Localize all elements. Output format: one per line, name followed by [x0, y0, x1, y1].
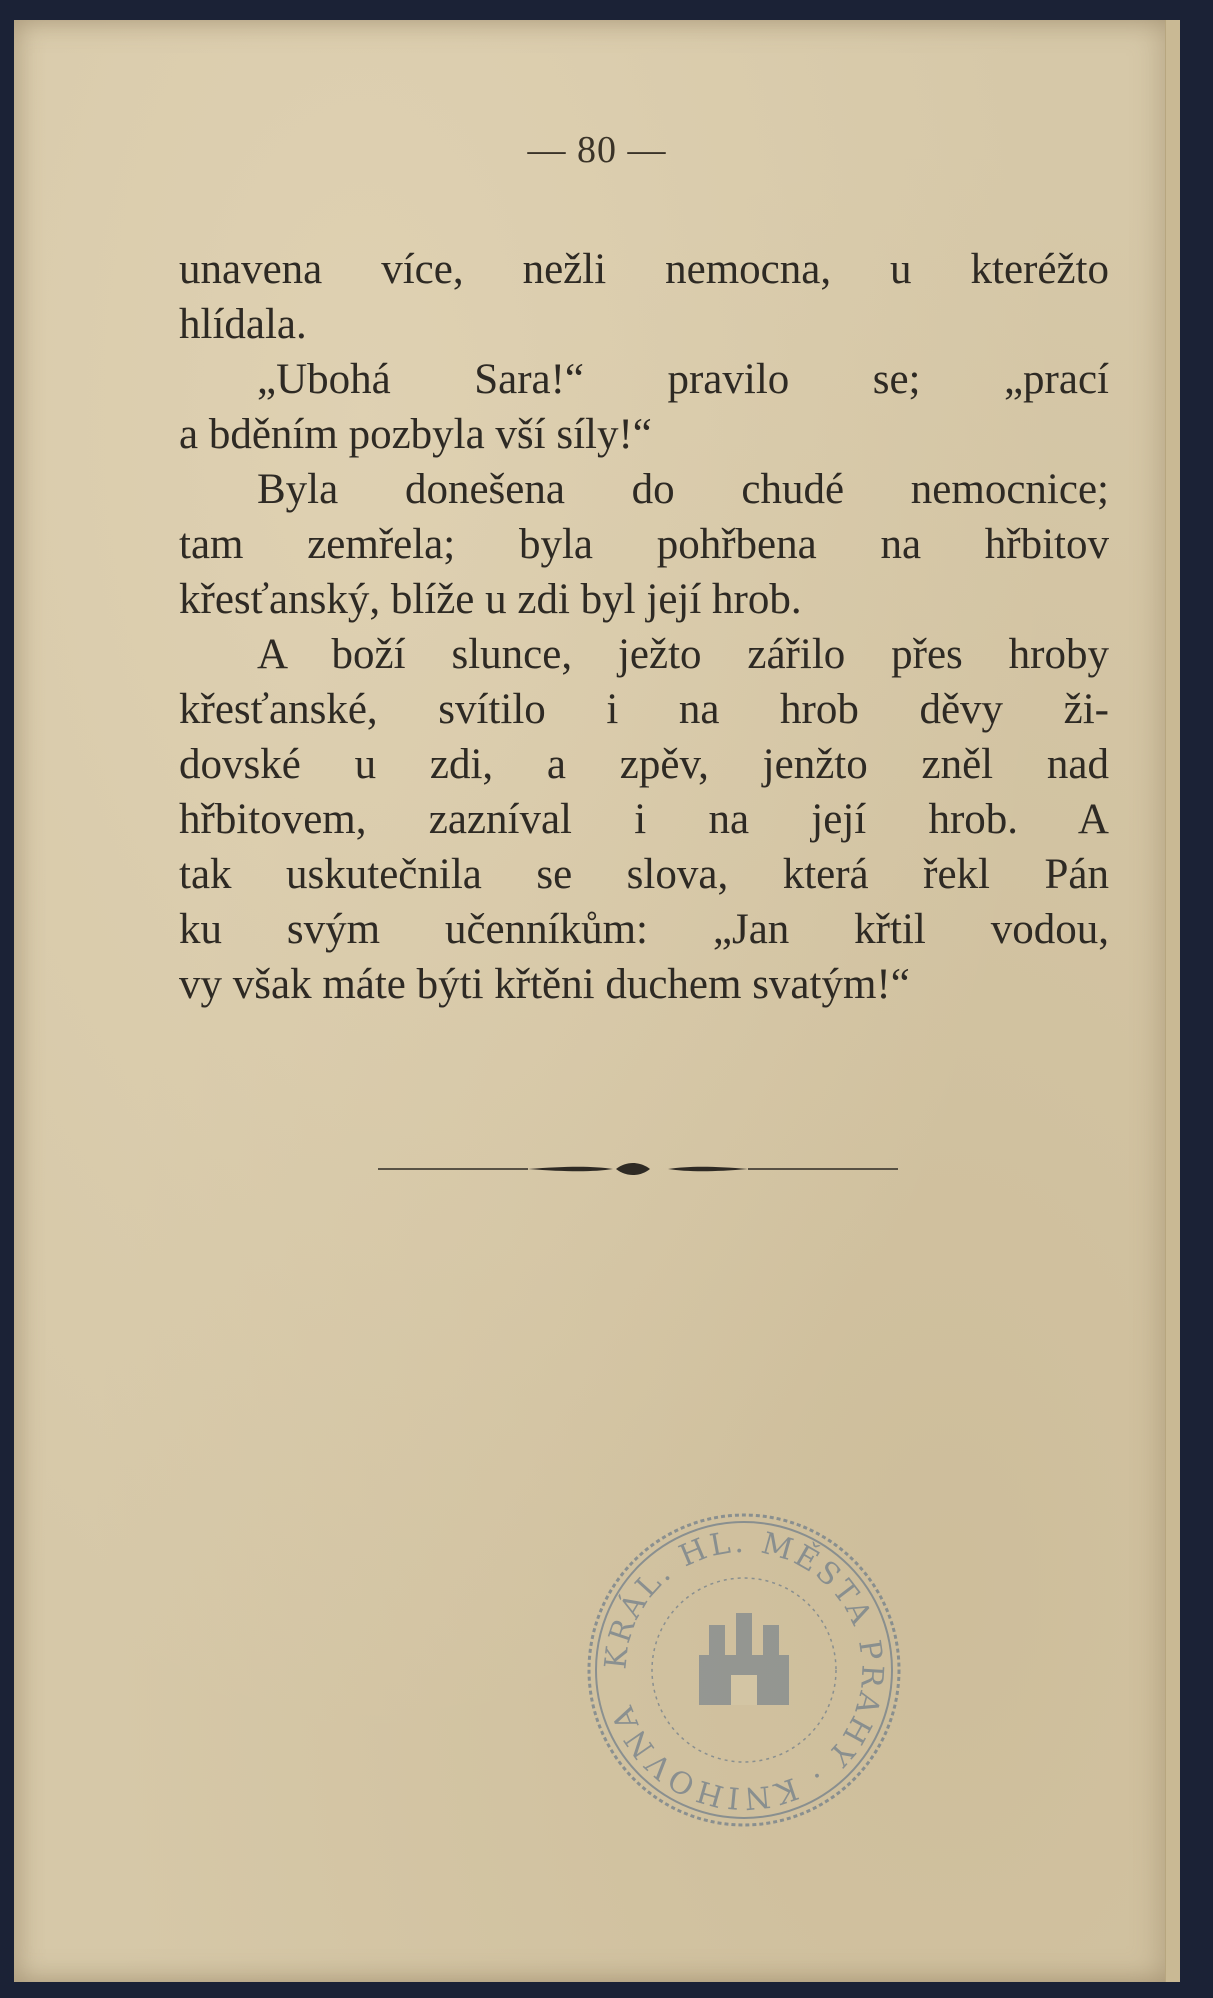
text-line: křesťanské, svítilo i na hrob děvy ži-: [179, 686, 1109, 733]
book-page: [14, 20, 1180, 1982]
text-line: tak uskutečnila se slova, která řekl Pán: [179, 851, 1109, 898]
text-line: unavena více, nežli nemocna, u kteréžto: [179, 246, 1109, 293]
text-line: „Ubohá Sara!“ pravilo se; „prací: [257, 356, 1109, 403]
text-line: křesťanský, blíže u zdi byl její hrob.: [179, 576, 802, 623]
text-line: Byla donešena do chudé nemocnice;: [257, 466, 1109, 513]
text-line: tam zemřela; byla pohřbena na hřbitov: [179, 521, 1109, 568]
page-edge: [1165, 20, 1180, 1982]
page-number: — 80 —: [527, 129, 667, 171]
text-line: a bděním pozbyla vší síly!“: [179, 411, 652, 458]
text-line: hřbitovem, zazníval i na její hrob. A: [179, 796, 1109, 843]
text-line: ku svým učenníkům: „Jan křtil vodou,: [179, 906, 1109, 953]
text-line: hlídala.: [179, 301, 307, 348]
text-line: A boží slunce, ježto zářilo přes hroby: [257, 631, 1109, 678]
text-line: dovské u zdi, a zpěv, jenžto zněl nad: [179, 741, 1109, 788]
body-text: [179, 242, 1109, 1012]
end-ornament: [378, 1158, 898, 1180]
text-line: vy však máte býti křtěni duchem svatým!“: [179, 961, 910, 1008]
library-stamp: [579, 1505, 909, 1835]
stamp-lettering: KRÁL. HL. MĚSTA PRAHY · KNIHOVNA: [598, 1524, 890, 1816]
